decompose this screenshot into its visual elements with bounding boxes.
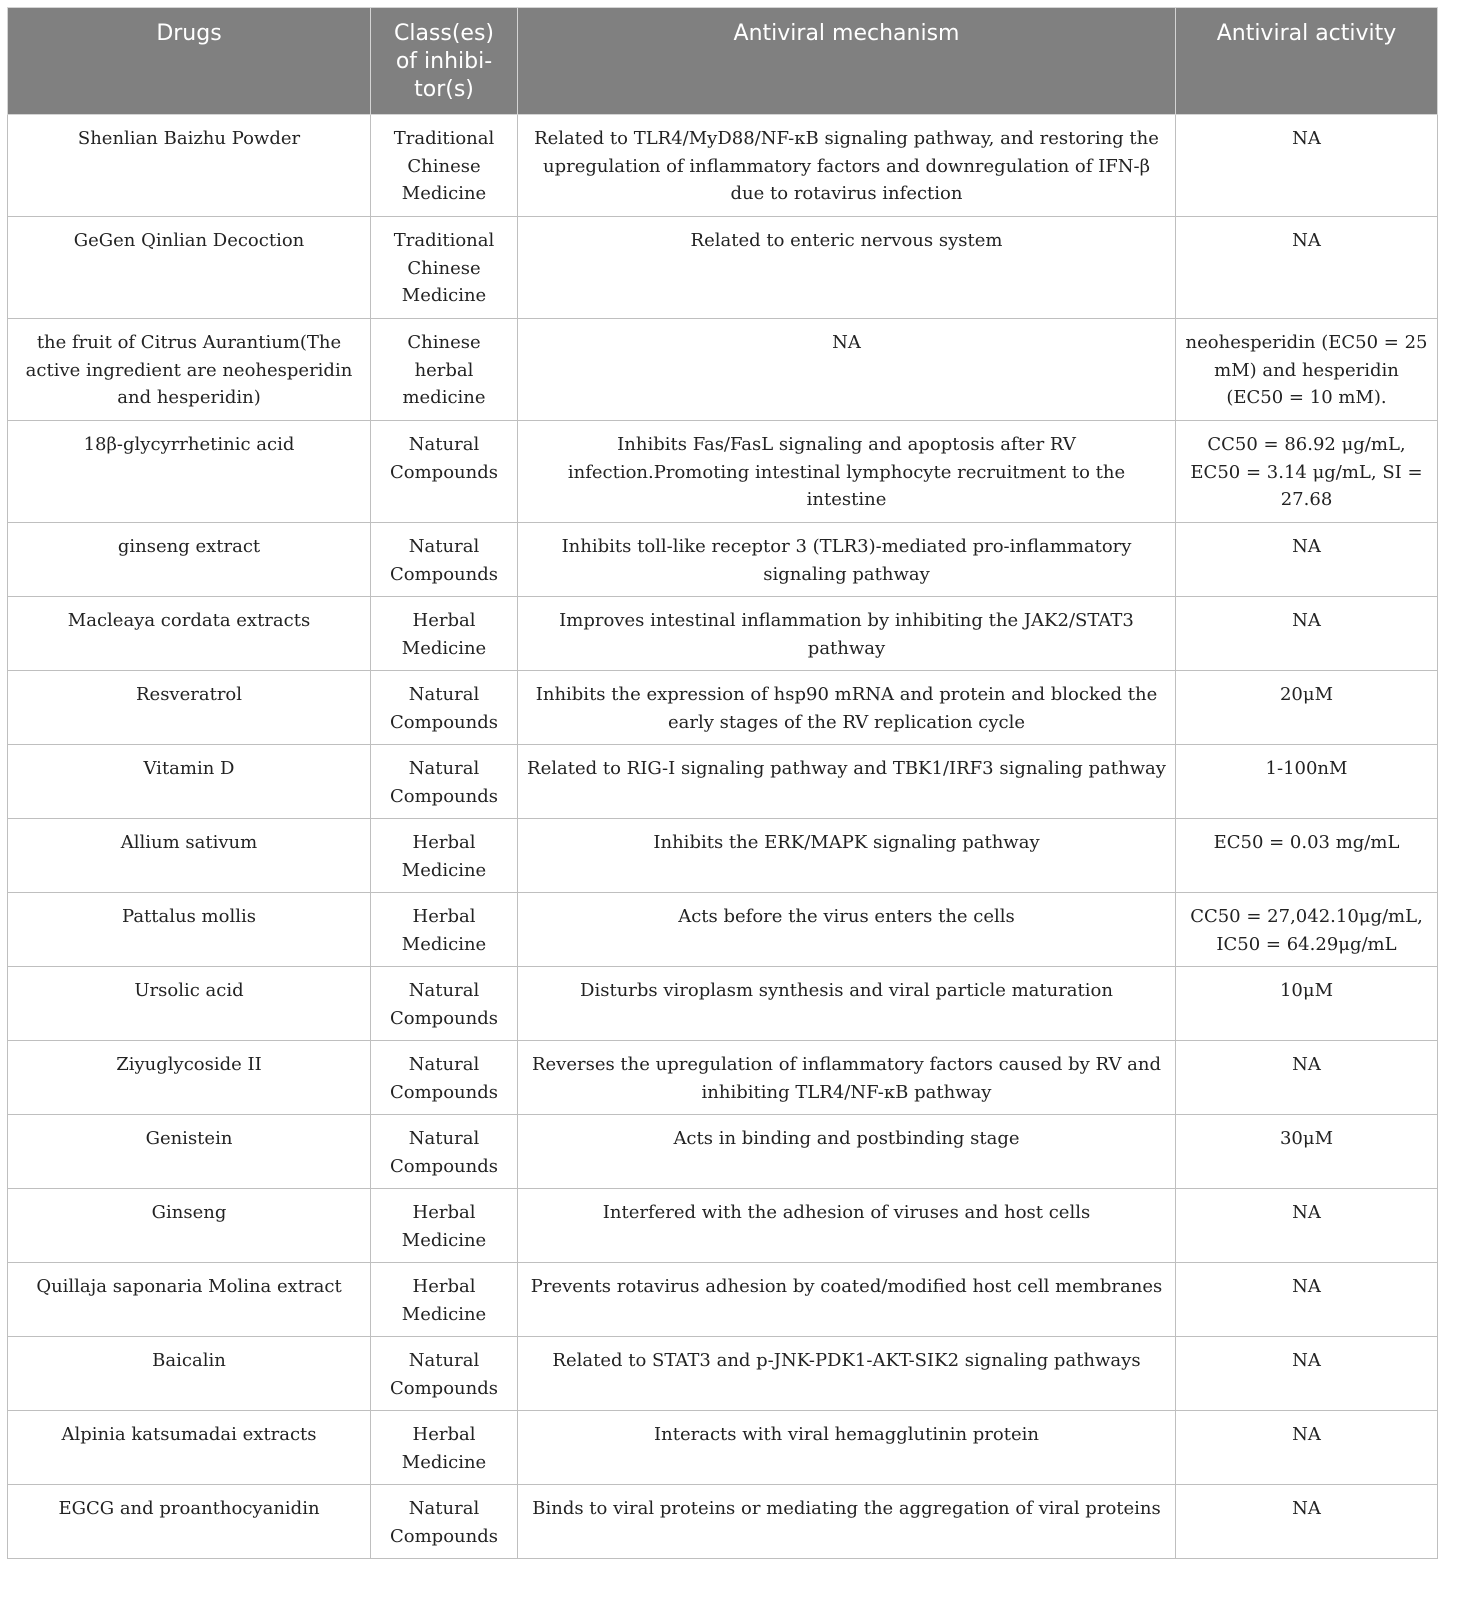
cell-class: Traditional Chinese Medicine [371,115,518,217]
cell-mechanism: Prevents rotavirus adhesion by coated/modified host cell membranes [518,1263,1176,1337]
cell-activity: 10μM [1176,967,1438,1041]
cell-activity: neohesperidin (EC50 = 25 mM) and hesperidin (EC50 = 10 mM). [1176,319,1438,421]
table-body [8,115,1438,1559]
cell-mechanism: Interacts with viral hemagglutinin protein [518,1411,1176,1485]
cell-class: Natural Compounds [371,421,518,523]
cell-mechanism: Acts before the virus enters the cells [518,893,1176,967]
cell-mechanism: NA [518,319,1176,421]
cell-activity: EC50 = 0.03 mg/mL [1176,819,1438,893]
table-row [8,217,1438,319]
cell-activity: 20μM [1176,671,1438,745]
cell-activity: NA [1176,1263,1438,1337]
table-row [8,819,1438,893]
table-row [8,1411,1438,1485]
table-row [8,893,1438,967]
cell-mechanism: Acts in binding and postbinding stage [518,1115,1176,1189]
cell-drug: the fruit of Citrus Aurantium(The active ingredient are neohesperidin and hesperidin) [8,319,371,421]
cell-mechanism: Related to enteric nervous system [518,217,1176,319]
cell-drug: 18β-glycyrrhetinic acid [8,421,371,523]
cell-activity: 30μM [1176,1115,1438,1189]
table-row [8,1485,1438,1559]
cell-drug: ginseng extract [8,523,371,597]
cell-activity: NA [1176,1337,1438,1411]
cell-mechanism: Interfered with the adhesion of viruses and host cells [518,1189,1176,1263]
cell-mechanism: Inhibits the ERK/MAPK signaling pathway [518,819,1176,893]
cell-mechanism: Inhibits toll-like receptor 3 (TLR3)-mediated pro-inflammatory signaling pathway [518,523,1176,597]
cell-drug: Ziyuglycoside II [8,1041,371,1115]
cell-class: Natural Compounds [371,967,518,1041]
cell-drug: Alpinia katsumadai extracts [8,1411,371,1485]
cell-drug: Ginseng [8,1189,371,1263]
table-row [8,1263,1438,1337]
cell-activity: NA [1176,1485,1438,1559]
table-row [8,671,1438,745]
cell-activity: NA [1176,115,1438,217]
drug-table-container [7,7,1437,1559]
cell-drug: Genistein [8,1115,371,1189]
cell-drug: Baicalin [8,1337,371,1411]
cell-drug: GeGen Qinlian Decoction [8,217,371,319]
cell-mechanism: Reverses the upregulation of inflammatory factors caused by RV and inhibiting TLR4/NF-κB pathway [518,1041,1176,1115]
cell-class: Natural Compounds [371,1041,518,1115]
cell-class: Herbal Medicine [371,1263,518,1337]
table-row [8,597,1438,671]
cell-class: Chinese herbal medicine [371,319,518,421]
cell-mechanism: Disturbs viroplasm synthesis and viral particle maturation [518,967,1176,1041]
header-row [8,8,1438,115]
cell-drug: Vitamin D [8,745,371,819]
cell-mechanism: Inhibits the expression of hsp90 mRNA and protein and blocked the early stages of the RV replication cycle [518,671,1176,745]
cell-activity: CC50 = 86.92 μg/mL, EC50 = 3.14 μg/mL, SI = 27.68 [1176,421,1438,523]
cell-mechanism: Related to STAT3 and p-JNK-PDK1-AKT-SIK2 signaling pathways [518,1337,1176,1411]
table-header [8,8,1438,115]
table-row [8,745,1438,819]
cell-activity: NA [1176,1189,1438,1263]
cell-class: Natural Compounds [371,1337,518,1411]
table-row [8,115,1438,217]
drug-table [7,7,1438,1559]
cell-class: Herbal Medicine [371,893,518,967]
cell-mechanism: Inhibits Fas/FasL signaling and apoptosis after RV infection.Promoting intestinal lymphocyte recruitment to the intestine [518,421,1176,523]
cell-class: Natural Compounds [371,1485,518,1559]
cell-mechanism: Related to TLR4/MyD88/NF-κB signaling pathway, and restoring the upregulation of inflammatory factors and downregulation of IFN-β due to rotavirus infection [518,115,1176,217]
cell-drug: Pattalus mollis [8,893,371,967]
table-row [8,319,1438,421]
table-row [8,1189,1438,1263]
cell-drug: Allium sativum [8,819,371,893]
cell-activity: NA [1176,597,1438,671]
table-row [8,967,1438,1041]
cell-drug: Resveratrol [8,671,371,745]
cell-class: Natural Compounds [371,671,518,745]
header-activity: Antiviral activity [1176,8,1438,115]
cell-class: Natural Compounds [371,523,518,597]
cell-mechanism: Improves intestinal inflammation by inhibiting the JAK2/STAT3 pathway [518,597,1176,671]
cell-class: Natural Compounds [371,745,518,819]
cell-class: Natural Compounds [371,1115,518,1189]
cell-drug: Quillaja saponaria Molina extract [8,1263,371,1337]
cell-class: Herbal Medicine [371,597,518,671]
table-row [8,1115,1438,1189]
table-row [8,421,1438,523]
cell-drug: EGCG and proanthocyanidin [8,1485,371,1559]
cell-mechanism: Binds to viral proteins or mediating the aggregation of viral proteins [518,1485,1176,1559]
cell-class: Traditional Chinese Medicine [371,217,518,319]
header-drugs: Drugs [8,8,371,115]
cell-drug: Shenlian Baizhu Powder [8,115,371,217]
cell-activity: NA [1176,1041,1438,1115]
cell-activity: 1-100nM [1176,745,1438,819]
cell-drug: Ursolic acid [8,967,371,1041]
cell-activity: NA [1176,217,1438,319]
cell-class: Herbal Medicine [371,1411,518,1485]
table-row [8,1041,1438,1115]
table-row [8,1337,1438,1411]
table-row [8,523,1438,597]
cell-drug: Macleaya cordata extracts [8,597,371,671]
cell-class: Herbal Medicine [371,819,518,893]
cell-activity: NA [1176,1411,1438,1485]
header-mechanism: Antiviral mechanism [518,8,1176,115]
cell-activity: CC50 = 27,042.10μg/mL, IC50 = 64.29μg/mL [1176,893,1438,967]
header-class: Class(es) of inhibi- tor(s) [371,8,518,115]
cell-mechanism: Related to RIG-I signaling pathway and TBK1/IRF3 signaling pathway [518,745,1176,819]
cell-activity: NA [1176,523,1438,597]
cell-class: Herbal Medicine [371,1189,518,1263]
